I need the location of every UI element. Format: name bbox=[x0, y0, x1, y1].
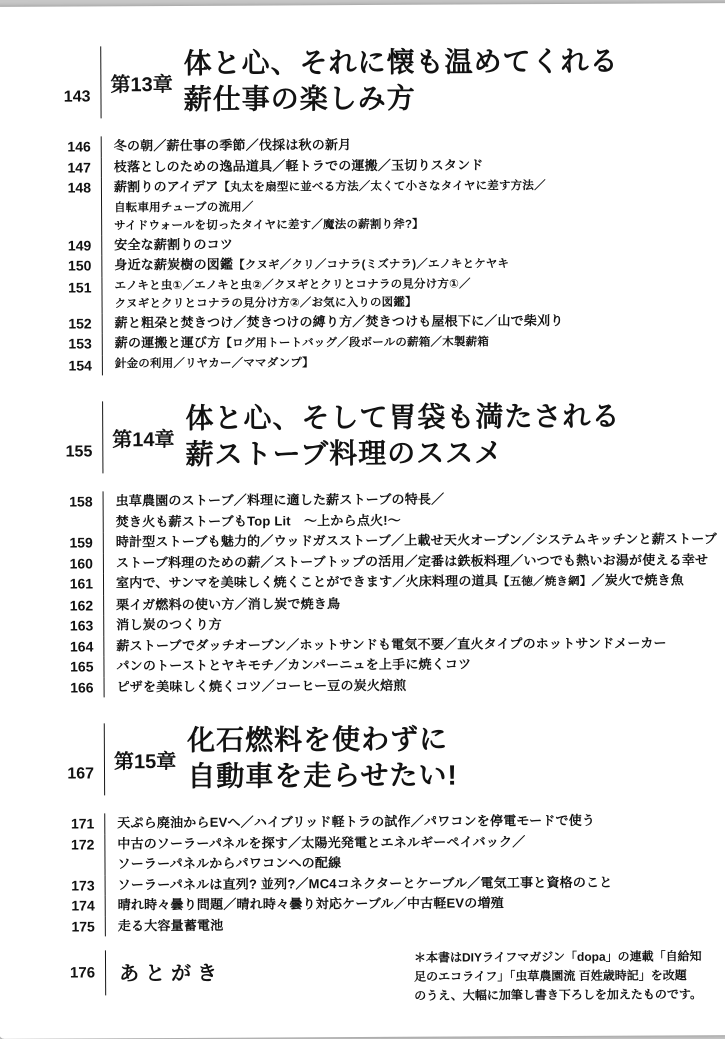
entry-text: サイドウォールを切ったタイヤに差す／魔法の薪割り斧?】 bbox=[114, 218, 424, 232]
entry-text: エノキと虫①／エノキと虫②／クヌギとクリとコナラの見分け方①／ bbox=[114, 277, 471, 292]
entry-page-number bbox=[27, 553, 103, 574]
entry-text: ソーラーパネルは直列? 並列?／MC4コネクターとケーブル／電気工事と資格のこと bbox=[117, 874, 613, 892]
afterword-page-number-text: 176 bbox=[69, 964, 96, 982]
entry-page-number-text: 163 bbox=[69, 617, 94, 634]
entry-text: クヌギとクリとコナラの見分け方②／お気に入りの図鑑】 bbox=[114, 296, 417, 310]
entry-page-number-text: 164 bbox=[69, 637, 94, 655]
entry-text: 【クヌギ／クリ／コナラ(ミズナラ)／エノキとケヤキ bbox=[233, 258, 510, 272]
entry-page-number bbox=[25, 255, 101, 277]
chapter-header-content bbox=[104, 720, 719, 795]
chapter-title bbox=[185, 399, 620, 473]
toc-entry bbox=[25, 174, 716, 235]
entry-text: 【丸太を扇型に並べる方法／太くて小さなタイヤに差す方法／ bbox=[218, 180, 546, 194]
chapter-title-line: 体と心、そして胃袋も満たされる bbox=[185, 400, 621, 434]
chapter-start-page bbox=[26, 401, 102, 473]
toc-entry bbox=[29, 913, 720, 937]
afterword-label: あとがき bbox=[119, 962, 224, 986]
chapter-title-line: 薪ストーブ料理のススメ bbox=[185, 437, 504, 470]
entry-page-number-text: 154 bbox=[68, 356, 92, 374]
entry-page-number-text: 146 bbox=[67, 138, 91, 155]
entry-page-number bbox=[27, 532, 103, 553]
chapter-number: 第13章 bbox=[110, 73, 173, 96]
entry-page-number-text: 159 bbox=[69, 534, 93, 551]
entry-text: 栗イガ燃料の使い方／消し炭で焼き鳥 bbox=[116, 595, 341, 612]
entry-text-block bbox=[103, 488, 718, 532]
chapter-number: 第15章 bbox=[113, 750, 177, 773]
toc-entry bbox=[27, 488, 718, 533]
entry-page-number-text: 151 bbox=[68, 278, 92, 296]
entry-text: 虫草農園のストーブ／料理に適した薪ストーブの特長／ bbox=[115, 491, 445, 509]
toc-entry bbox=[28, 831, 719, 876]
entry-page-number-text: 165 bbox=[70, 658, 94, 675]
entry-text: 焚き火も薪ストーブもTop Lit ～上から点火!～ bbox=[115, 512, 401, 529]
entry-text: 薪と粗朶と焚きつけ／焚きつけの縛り方／焚きつけも屋根下に／山で柴刈り bbox=[114, 312, 564, 330]
chapter-start-page bbox=[28, 723, 104, 795]
chapter-start-page bbox=[24, 46, 100, 118]
chapter-entries bbox=[27, 488, 719, 698]
entry-page-number bbox=[26, 313, 102, 334]
entry-page-number bbox=[25, 277, 101, 313]
entry-text-block bbox=[101, 174, 716, 235]
entry-text: ピザを美味しく焼くコツ／コーヒー豆の炭火焙煎 bbox=[116, 677, 407, 694]
chapter-title-line: 薪仕事の楽しみ方 bbox=[183, 82, 416, 115]
toc-entry bbox=[25, 274, 716, 314]
chapter-entries bbox=[25, 133, 717, 376]
entry-text: 走る大容量蓄電池 bbox=[117, 917, 224, 933]
entry-page-number-text: 175 bbox=[71, 917, 95, 935]
chapter-header bbox=[26, 398, 717, 474]
entry-page-number bbox=[25, 177, 101, 235]
afterword-label-box bbox=[105, 950, 223, 996]
edition-note bbox=[414, 947, 716, 1006]
entry-text-block bbox=[102, 352, 717, 376]
entry-line bbox=[116, 570, 718, 595]
chapter-header-content bbox=[102, 398, 717, 473]
entry-page-number bbox=[28, 813, 104, 834]
entry-page-number bbox=[25, 157, 101, 178]
chapter-title bbox=[183, 44, 618, 118]
entry-page-number-text: 147 bbox=[67, 158, 91, 176]
entry-text: 薪の運搬と運び方 bbox=[114, 334, 221, 351]
table-of-contents bbox=[0, 3, 725, 1008]
chapter-number: 第14章 bbox=[112, 428, 175, 451]
entry-page-number bbox=[27, 491, 103, 532]
chapter-start-page-number: 167 bbox=[67, 765, 95, 783]
entry-page-number bbox=[27, 573, 103, 595]
entry-line bbox=[114, 252, 716, 277]
afterword-page-number bbox=[29, 950, 105, 995]
entry-page-number-text: 171 bbox=[70, 815, 95, 832]
entry-text-block bbox=[101, 274, 716, 313]
edition-note-line: のうえ、大幅に加筆し書き下ろしを加えたものです。 bbox=[414, 987, 702, 1003]
entry-page-number-text: 158 bbox=[69, 493, 93, 510]
entry-page-number bbox=[28, 834, 104, 875]
entry-text-block bbox=[104, 831, 719, 875]
entry-page-number-text: 152 bbox=[68, 314, 92, 332]
entry-page-number bbox=[27, 636, 103, 657]
entry-text: ソーラーパネルからパワコンへの配線 bbox=[117, 855, 342, 872]
entry-page-number-text: 150 bbox=[67, 257, 92, 274]
entry-text: 針金の利用／リヤカー／ママダンプ】 bbox=[114, 356, 314, 370]
edition-note-line: ＊本書はDIYライフマガジン「dopa」の連載「自給知 bbox=[413, 949, 702, 965]
chapter-title bbox=[187, 722, 458, 795]
entry-page-number bbox=[27, 615, 103, 636]
entry-text-block bbox=[104, 674, 719, 698]
page-footer bbox=[29, 947, 720, 1008]
entry-page-number bbox=[29, 895, 105, 916]
entry-text: パンのトーストとヤキモチ／カンパーニュを上手に焼くコツ bbox=[116, 656, 472, 674]
entry-page-number-text: 148 bbox=[67, 179, 91, 196]
edition-note-line: 足のエコライフ」「虫草農園流 百姓歳時記」を改題 bbox=[414, 968, 687, 984]
entry-page-number-text: 149 bbox=[67, 236, 92, 254]
entry-line bbox=[115, 352, 717, 373]
entry-line bbox=[117, 674, 719, 698]
entry-text: 薪割りのアイデア bbox=[113, 178, 219, 195]
entry-text: 安全な薪割りのコツ bbox=[114, 236, 234, 252]
entry-text: 枝落としのための逸品道具／軽トラでの運搬／玉切りスタンド bbox=[113, 156, 484, 174]
chapter-start-page-number: 155 bbox=[65, 443, 93, 461]
afterword-row bbox=[29, 949, 414, 996]
entry-page-number bbox=[26, 333, 102, 355]
entry-text: 冬の朝／薪仕事の季節／伐採は秋の新月 bbox=[113, 137, 352, 154]
entry-page-number-text: 173 bbox=[71, 876, 95, 894]
chapter-start-page-number: 143 bbox=[63, 88, 91, 106]
entry-text: ／炭火で焼き魚 bbox=[591, 572, 684, 588]
entry-page-number bbox=[25, 235, 101, 256]
entry-text: 【五徳／焼き網】 bbox=[497, 575, 592, 589]
entry-text: 消し炭のつくり方 bbox=[116, 616, 222, 633]
chapter-title-line: 化石燃料を使わずに bbox=[187, 723, 449, 756]
entry-page-number-text: 162 bbox=[69, 596, 94, 614]
chapter-header bbox=[24, 43, 715, 119]
entry-page-number bbox=[25, 136, 101, 157]
chapter-header-content bbox=[100, 43, 715, 118]
toc-entry bbox=[28, 674, 719, 698]
entry-text: 薪ストーブでダッチオーブン／ホットサンドも電気不要／直火タイプのホットサンドメーカー bbox=[116, 634, 667, 653]
chapter-entries bbox=[28, 810, 720, 937]
entry-text: 自転車用チューブの流用／ bbox=[114, 201, 254, 214]
entry-text: 時計型ストーブも魅力的／ウッドガスストーブ／上載せ天火オーブン／システムキッチンと薪ストーブ bbox=[115, 531, 718, 550]
entry-text: 晴れ時々曇り問題／晴れ時々曇り対応ケーブル／中古軽EVの増殖 bbox=[117, 895, 504, 913]
entry-text-block bbox=[105, 913, 720, 937]
entry-text: 天ぷら廃油からEVへ／ハイブリッド軽トラの試作／パワコンを停電モードで使う bbox=[117, 812, 596, 831]
chapter-title-line: 自動車を走らせたい! bbox=[187, 759, 458, 792]
chapter-header bbox=[28, 720, 719, 796]
entry-text: 【ログ用トートバッグ／段ボールの薪箱／木製薪箱 bbox=[220, 336, 490, 350]
entry-line bbox=[115, 330, 717, 355]
entry-page-number bbox=[27, 595, 103, 616]
entry-line bbox=[118, 913, 720, 937]
entry-page-number bbox=[26, 355, 102, 376]
entry-text: 室内で、サンマを美味しく焼くことができます／火床料理の道具 bbox=[115, 573, 498, 591]
entry-page-number-text: 172 bbox=[70, 835, 95, 853]
entry-page-number-text: 160 bbox=[69, 554, 93, 572]
entry-page-number-text: 161 bbox=[69, 575, 94, 592]
entry-page-number bbox=[28, 677, 104, 698]
entry-text: 中古のソーラーパネルを探す／太陽光発電とエネルギーペイバック／ bbox=[117, 833, 526, 851]
toc-chapters bbox=[24, 43, 720, 937]
chapter-title-line: 体と心、それに懐も温めてくれる bbox=[183, 45, 619, 79]
book-page bbox=[0, 3, 725, 1039]
toc-entry bbox=[26, 352, 717, 376]
entry-page-number-text: 153 bbox=[68, 335, 92, 352]
entry-page-number-text: 166 bbox=[70, 678, 94, 696]
entry-page-number bbox=[29, 875, 105, 896]
entry-line bbox=[114, 174, 716, 199]
entry-text: 身近な薪炭樹の図鑑 bbox=[114, 256, 234, 273]
entry-page-number bbox=[29, 916, 105, 937]
entry-text: ストーブ料理のための薪／ストーブトップの活用／定番は鉄板料理／いつでも熱いお湯が使える幸せ bbox=[115, 551, 709, 570]
entry-page-number-text: 174 bbox=[71, 897, 95, 914]
entry-page-number bbox=[27, 656, 103, 677]
